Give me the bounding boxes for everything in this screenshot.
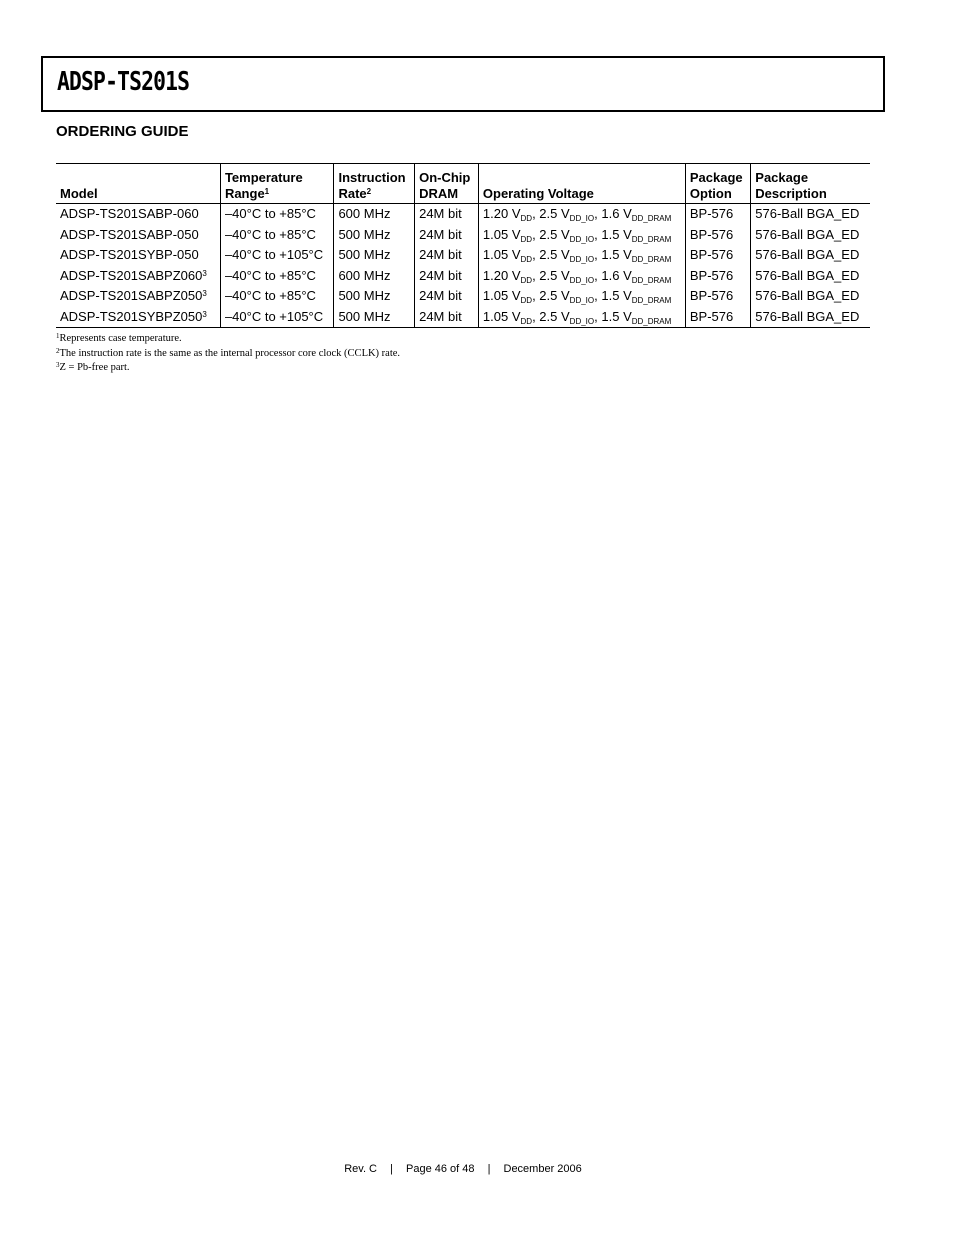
cell-dram: 24M bit	[415, 266, 479, 287]
cell-model: ADSP-TS201SABP-050	[60, 226, 199, 242]
cell-voltage: 1.05 $V_{DD}$, 2.5 $V_{DD\_IO}$, 1.5 $V_{DD\_DRAM}$	[478, 307, 685, 328]
table-body	[56, 204, 870, 328]
header-box	[41, 56, 885, 112]
column-header-instruction-rate: Instruction Rate$^2$	[334, 164, 415, 204]
cell-voltage: 1.20 $V_{DD}$, 2.5 $V_{DD\_IO}$, 1.6 $V_{DD\_DRAM}$	[478, 204, 685, 225]
cell-temperature: –40°C to +85°C	[220, 225, 334, 246]
column-header-model: Model	[56, 164, 220, 204]
cell-voltage: 1.05 $V_{DD}$, 2.5 $V_{DD\_IO}$, 1.5 $V_{DD\_DRAM}$	[478, 286, 685, 307]
publication-date: December 2006	[503, 1163, 582, 1175]
cell-package-option: BP-576	[685, 307, 750, 328]
cell-package-option: BP-576	[685, 225, 750, 246]
document-title: ADSP-TS201S	[57, 67, 190, 97]
cell-instruction-rate: 500 MHz	[334, 286, 415, 307]
cell-voltage: 1.05 $V_{DD}$, 2.5 $V_{DD\_IO}$, 1.5 $V_{DD\_DRAM}$	[478, 245, 685, 266]
cell-package-option: BP-576	[685, 245, 750, 266]
cell-package-option: BP-576	[685, 286, 750, 307]
cell-package-description: 576-Ball BGA_ED	[751, 266, 870, 287]
cell-voltage: 1.20 $V_{DD}$, 2.5 $V_{DD\_IO}$, 1.6 $V_{DD\_DRAM}$	[478, 266, 685, 287]
footer-separator: |	[390, 1163, 393, 1175]
column-header-package-description: Package Description	[751, 164, 870, 204]
cell-temperature: –40°C to +85°C	[220, 204, 334, 225]
cell-package-description: 576-Ball BGA_ED	[751, 245, 870, 266]
section-heading: ORDERING GUIDE	[56, 123, 189, 140]
table-row	[56, 204, 870, 225]
cell-model: ADSP-$TS201SABPZ050^3$	[60, 288, 207, 304]
cell-dram: 24M bit	[415, 204, 479, 225]
footnote-3: $^3$Z = Pb-free part.	[56, 361, 130, 373]
table-row	[56, 286, 870, 307]
cell-temperature: –40°C to +85°C	[220, 266, 334, 287]
cell-dram: 24M bit	[415, 225, 479, 246]
cell-model: ADSP-TS201SABP-060	[60, 206, 199, 222]
cell-instruction-rate: 600 MHz	[334, 204, 415, 225]
cell-model: ADSP-$TS201SABPZ060^3$	[60, 267, 207, 283]
cell-dram: 24M bit	[415, 307, 479, 328]
cell-instruction-rate: 500 MHz	[334, 225, 415, 246]
cell-instruction-rate: 500 MHz	[334, 307, 415, 328]
table-header-row	[56, 164, 870, 204]
column-header-package-option: Package Option	[685, 164, 750, 204]
cell-package-option: BP-576	[685, 204, 750, 225]
revision-label: Rev. C	[344, 1163, 378, 1175]
footer-separator: |	[487, 1163, 491, 1175]
cell-dram: 24M bit	[415, 286, 479, 307]
cell-instruction-rate: 600 MHz	[334, 266, 415, 287]
cell-temperature: –40°C to +105°C	[220, 245, 334, 266]
cell-package-description: 576-Ball BGA_ED	[751, 286, 870, 307]
page-footer	[0, 1163, 926, 1175]
cell-temperature: –40°C to +85°C	[220, 286, 334, 307]
cell-model: ADSP-TS201SYBP-050	[60, 247, 199, 263]
cell-package-option: BP-576	[685, 266, 750, 287]
table-row	[56, 225, 870, 246]
page-number: Page 46 of 48	[406, 1163, 475, 1175]
footnote-2: $^2$The instruction rate is the same as the internal processor core clock (CCLK) rate.	[56, 346, 401, 359]
footnote-1: $^1$Represents case temperature.	[56, 332, 182, 344]
cell-instruction-rate: 500 MHz	[334, 245, 415, 266]
cell-package-description: 576-Ball BGA_ED	[751, 204, 870, 225]
cell-package-description: 576-Ball BGA_ED	[751, 307, 870, 328]
cell-package-description: 576-Ball BGA_ED	[751, 225, 870, 246]
footnotes	[56, 332, 400, 376]
ordering-guide-table	[56, 163, 870, 328]
cell-dram: 24M bit	[415, 245, 479, 266]
cell-model: ADSP-$TS201SYBPZ050^3$	[60, 308, 207, 324]
table-row	[56, 266, 870, 287]
cell-temperature: –40°C to +105°C	[220, 307, 334, 328]
column-header-voltage: Operating Voltage	[478, 164, 685, 204]
column-header-temperature: Temperature Range$^1$	[220, 164, 334, 204]
column-header-dram: On-Chip DRAM	[415, 164, 479, 204]
table-row	[56, 245, 870, 266]
table-row	[56, 307, 870, 328]
cell-voltage: 1.05 $V_{DD}$, 2.5 $V_{DD\_IO}$, 1.5 $V_{DD\_DRAM}$	[478, 225, 685, 246]
